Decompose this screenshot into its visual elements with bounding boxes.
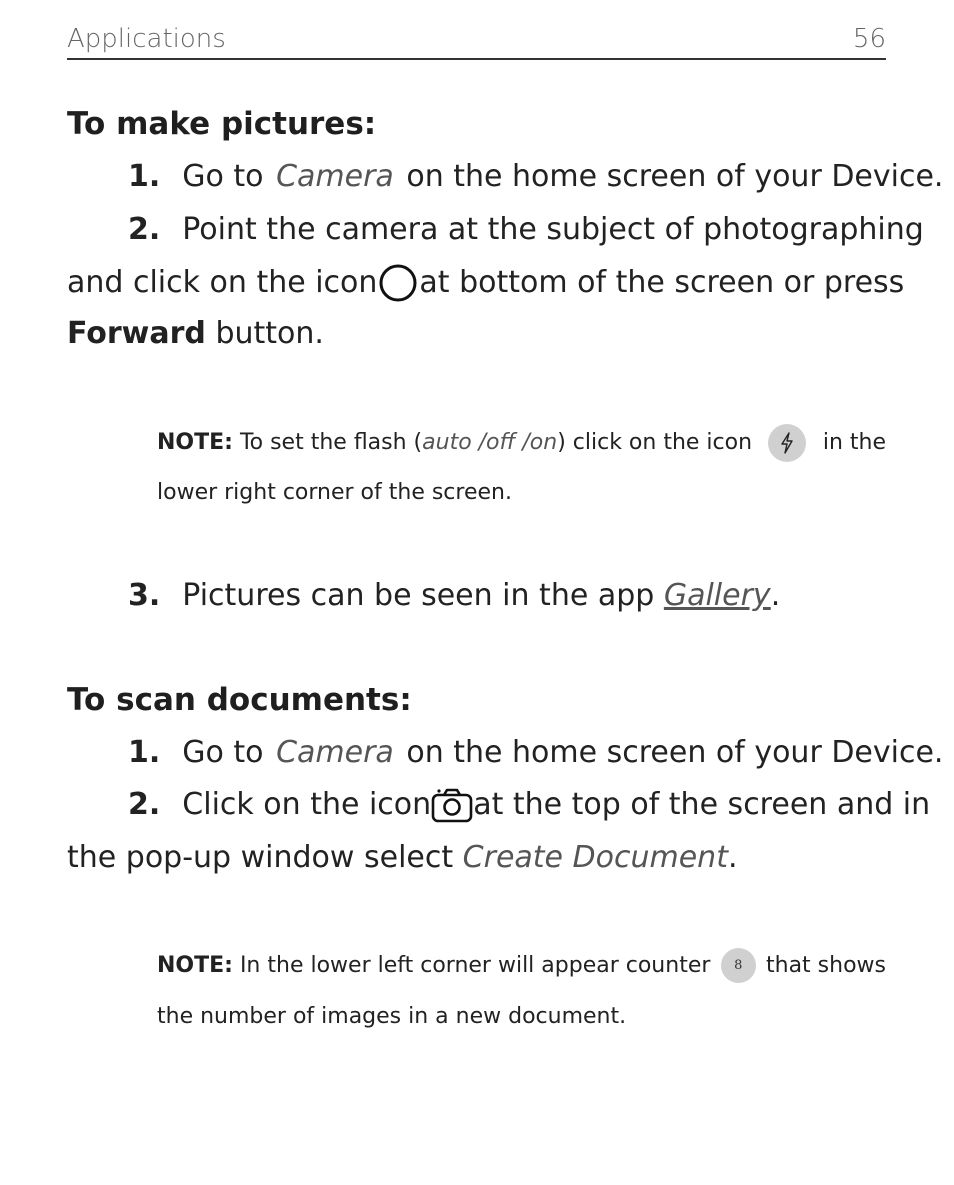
- camera-icon: [431, 787, 473, 823]
- step-number: 2.: [128, 787, 161, 822]
- gallery-link[interactable]: Gallery: [663, 578, 771, 613]
- note-flash: NOTE: To set the flash ( auto /off /on ) click on the icon in the: [157, 424, 886, 462]
- note-label: NOTE:: [157, 952, 233, 978]
- step-2-line-3: Forward button.: [67, 316, 324, 351]
- scan-step-2-line-2: the pop-up window select Create Document.: [67, 840, 738, 875]
- step-3-gallery: 3. Pictures can be seen in the app Gallery.: [128, 578, 781, 613]
- step-number: 1.: [128, 735, 161, 770]
- create-document-option: Create Document: [462, 840, 728, 875]
- heading-scan-documents: To scan documents:: [67, 682, 412, 718]
- forward-button-name: Forward: [67, 316, 206, 351]
- step-2-line-1: 2. Point the camera at the subject of photographing: [67, 210, 886, 250]
- section-title: Applications: [67, 24, 226, 54]
- scan-step-2-line-1: 2. Click on the icon at the top of the screen and in: [67, 785, 886, 825]
- step-2-line-2: and click on the icon at bottom of the screen or press: [67, 262, 886, 304]
- image-counter-icon: [721, 948, 756, 983]
- heading-make-pictures: To make pictures:: [67, 106, 377, 142]
- camera-app-name: Camera: [276, 159, 394, 194]
- note-counter: NOTE: In the lower left corner will appear counter 8 that shows: [157, 948, 886, 983]
- step-number: 2.: [128, 212, 161, 247]
- flash-icon: [768, 424, 806, 462]
- step-1-go-to-camera: 1. Go to Camera on the home screen of your Device.: [67, 157, 886, 197]
- flash-modes: auto /off /on: [422, 430, 558, 455]
- camera-app-name: Camera: [276, 735, 394, 770]
- page-header: [67, 20, 886, 60]
- shutter-circle-icon: [377, 262, 419, 304]
- image-counter-value: 8: [734, 957, 743, 973]
- page-number: 56: [852, 24, 886, 54]
- note-counter-line-2: the number of images in a new document.: [157, 1004, 627, 1029]
- step-number: 1.: [128, 159, 161, 194]
- step-number: 3.: [128, 578, 161, 613]
- note-label: NOTE:: [157, 430, 233, 455]
- scan-step-1-go-to-camera: 1. Go to Camera on the home screen of your Device.: [67, 733, 886, 773]
- note-flash-line-2: lower right corner of the screen.: [157, 480, 512, 505]
